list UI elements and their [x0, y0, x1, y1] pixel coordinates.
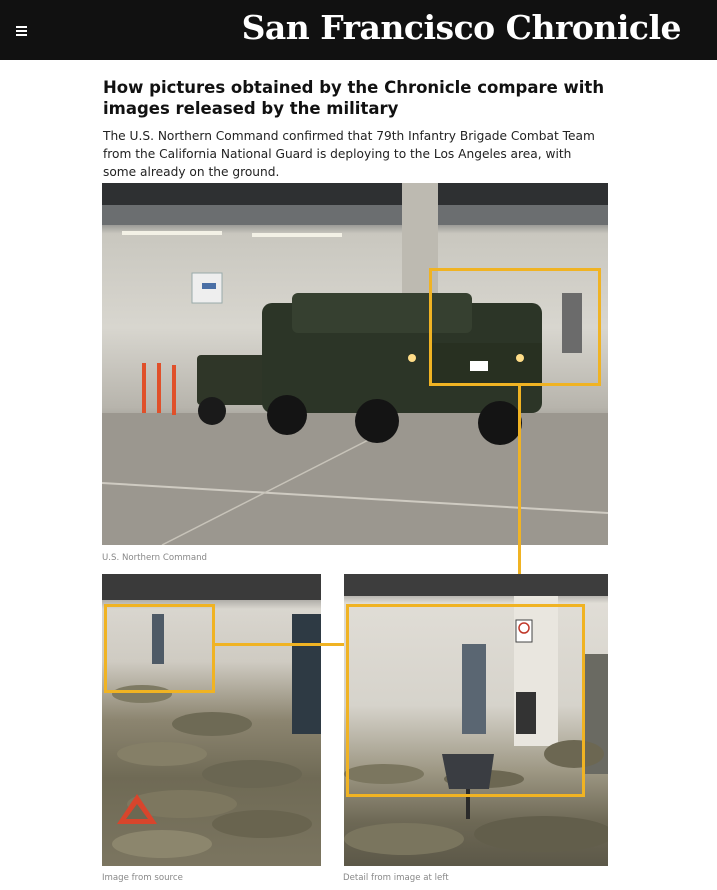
- connector-line-vertical: [518, 386, 521, 578]
- detail-photo: [344, 574, 608, 866]
- hamburger-menu-icon[interactable]: [12, 20, 32, 40]
- article-dek: The U.S. Northern Command confirmed that 79th Infantry Brigade Combat Team from the California National Guard is deploying to the Los Angeles area, with some already on the ground.: [103, 129, 595, 179]
- highlight-box-vehicle: [429, 268, 601, 386]
- main-photo: [102, 183, 608, 545]
- detail-photo-credit: Detail from image at left: [343, 873, 449, 883]
- site-header: [0, 0, 717, 60]
- main-photo-credit: U.S. Northern Command: [102, 553, 207, 563]
- source-photo-credit: Image from source: [102, 873, 183, 883]
- connector-line-horizontal: [215, 643, 346, 646]
- source-photo: [102, 574, 321, 866]
- highlight-box-detail: [346, 604, 585, 797]
- article-headline: How pictures obtained by the Chronicle compare with images released by the military: [103, 78, 605, 118]
- site-logo[interactable]: San Francisco Chronicle: [241, 8, 681, 47]
- highlight-box-source: [104, 604, 215, 693]
